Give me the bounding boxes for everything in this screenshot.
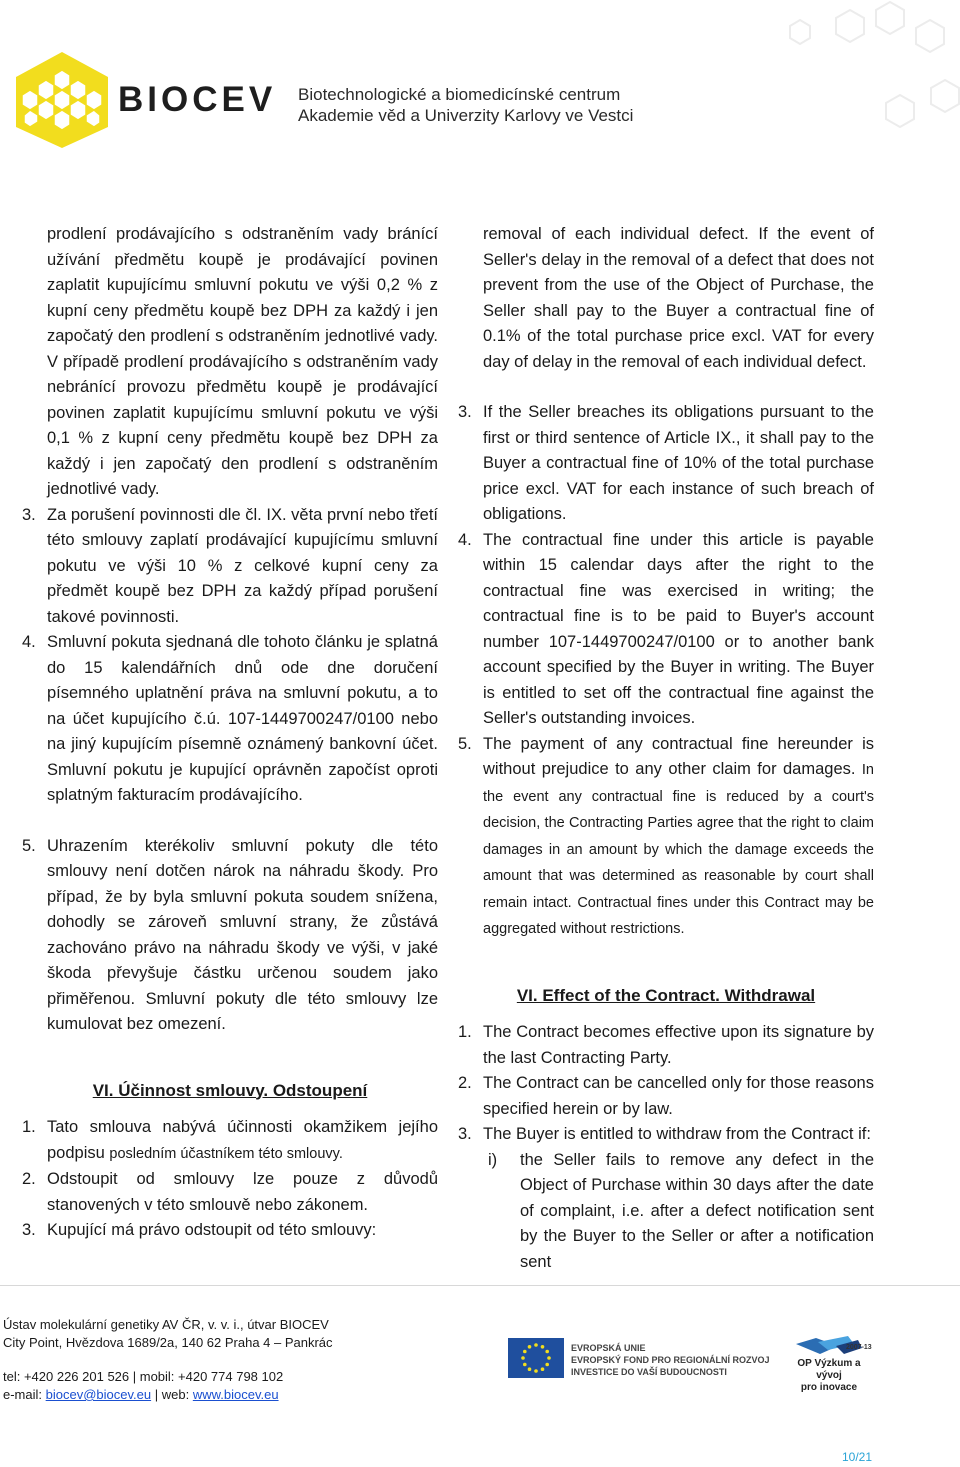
op-program-name: OP Výzkum a vývoj pro inovace xyxy=(797,1358,861,1393)
section-clause-1: 1. Tato smlouva nabývá účinnosti okamžikem jejího podpisu posledním účastníkem této smlouvy. xyxy=(22,1118,438,1162)
section-clause-3: 3. Kupující má právo odstoupit od této smlouvy: xyxy=(22,1221,377,1239)
section-clause-2: 2. Odstoupit od smlouvy lze pouze z důvodů stanovených v této smlouvě nebo zákonem. xyxy=(22,1170,438,1214)
english-column xyxy=(458,222,874,1275)
section-heading: VI. Účinnost smlouvy. Odstoupení xyxy=(92,1080,368,1100)
clause-3: 3. If the Seller breaches its obligations pursuant to the first or third sentence of Article IX., it shall pay to the Buyer a contractual fine of 10% of the total purchase price excl. VAT for each instance of such breach of obligations. xyxy=(458,403,874,523)
email-link[interactable]: biocev@biocev.eu xyxy=(45,1387,152,1402)
eu-fund-text: EVROPSKÁ UNIE EVROPSKÝ FOND PRO REGIONÁLNÍ ROZVOJ INVESTICE DO VAŠÍ BUDOUCNOSTI xyxy=(571,1343,770,1377)
czech-column xyxy=(22,222,438,1244)
clause-4: 4. The contractual fine under this article is payable within 15 calendar days after the right to the contractual fine was exercised in writing; the contractual fine is to be paid to Buyer's account number 107-1449700247/0100 or to another bank account specified by the Buyer in writing. The Buyer is entitled to set off the contractual fine against the Seller's outstanding invoices. xyxy=(458,530,874,727)
web-link[interactable]: www.biocev.eu xyxy=(192,1387,279,1402)
paragraph-continued: removal of each individual defect. If the event of Seller's delay in the removal of a defect that does not prevent from the use of the Object of Purchase, the Seller shall pay to the Buyer a contractual fine of 0.1% of the total purchase price excl. VAT for every day of delay in the removal of each individual defect. xyxy=(483,225,874,371)
page-header xyxy=(0,0,960,150)
op-years: 2007-13 xyxy=(846,1344,872,1351)
footer-divider xyxy=(0,1285,960,1286)
page-number: 10/21 xyxy=(841,1450,872,1464)
section-heading: VI. Effect of the Contract. Withdrawal xyxy=(516,985,816,1005)
decorative-hexagon-pattern xyxy=(600,0,960,150)
clause-4: 4. Smluvní pokuta sjednaná dle tohoto článku je splatná do 15 kalendářních dnů ode dne doručení písemného uplatnění práva na smluvní pokutu, a to na účet kupujícího č.ú. 107-1449700247/0100 nebo na jiný kupujícím písemně oznámený bankovní účet. Smluvní pokutu je kupující oprávněn započíst oproti splatným fakturacím prodávajícího. xyxy=(22,633,438,804)
section-clause-2: 2. The Contract can be cancelled only for those reasons specified herein or by law. xyxy=(458,1074,874,1118)
paragraph-continued: prodlení prodávajícího s odstraněním vady bránící užívání předmětu koupě je prodávající povinen zaplatit kupujícímu smluvní pokutu ve výši 0,2 % z kupní ceny předmětu koupě bez DPH za každý i jen započatý den prodlení s odstraněním jednotlivé vady. V případě prodlení prodávajícího s odstraněním vady nebránící provozu předmětu koupě je prodávající povinen zaplatit kupujícímu smluvní pokutu ve výši 0,1 % z kupní ceny předmětu koupě bez DPH za každý i jen započatý den prodlení s odstraněním jednotlivé vady. xyxy=(47,225,438,498)
eu-flag-icon xyxy=(508,1338,564,1378)
biocev-logo-icon xyxy=(12,50,112,150)
section-clause-1: 1. The Contract becomes effective upon its signature by the last Contracting Party. xyxy=(458,1023,874,1067)
brand-name: BIOCEV xyxy=(118,80,277,119)
clause-5: 5. The payment of any contractual fine hereunder is without prejudice to any other claim for damages. In the event any contractual fine is reduced by a court's decision, the Contracting Parties agree that the right to claim damages in an amount by which the damage exceeds the amount that was determined as reasonable by court shall remain intact. Contractual fines under this Contract may be aggregated without restrictions. xyxy=(458,734,874,937)
section-clause-3: 3. The Buyer is entitled to withdraw from the Contract if: xyxy=(458,1125,871,1143)
clause-5: 5. Uhrazením kterékoliv smluvní pokuty dle této smlouvy není dotčen nárok na náhradu škody. Pro případ, že by byla smluvní pokuta soudem snížena, dohodly se zároveň smluvní strany, že zůstává zachováno právo na náhradu škody ve výši, v jaké škoda převyšuje částku určenou soudem jako přiměřenou. Smluvní pokuty dle této smlouvy lze kumulovat bez omezení. xyxy=(22,836,438,1033)
footer-contact: Ústav molekulární genetiky AV ČR, v. v. i., útvar BIOCEV City Point, Hvězdova 1689/2a, 140 62 Praha 4 – Pankrác tel: +420 226 201 526 | mobil: +420 774 798 102 e-mail: biocev@biocev.eu | web: www.biocev.eu xyxy=(3,1317,333,1402)
clause-3: 3. Za porušení povinnosti dle čl. IX. věta první nebo třetí této smlouvy zaplatí prodávající kupujícímu smluvní pokutu ve výši 10 % z celkové kupní ceny za předmět koupě bez DPH za každý případ porušení takové povinnosti. xyxy=(22,505,438,626)
brand-subtitle: Biotechnologické a biomedicínské centrum Akademie věd a Univerzity Karlovy ve Vestci xyxy=(298,85,634,125)
section-clause-3-i: i) the Seller fails to remove any defect in the Object of Purchase within 30 days after the date of complaint, i.e. after a defect notification sent by the Buyer to the Seller or after a notification sent xyxy=(488,1150,874,1271)
